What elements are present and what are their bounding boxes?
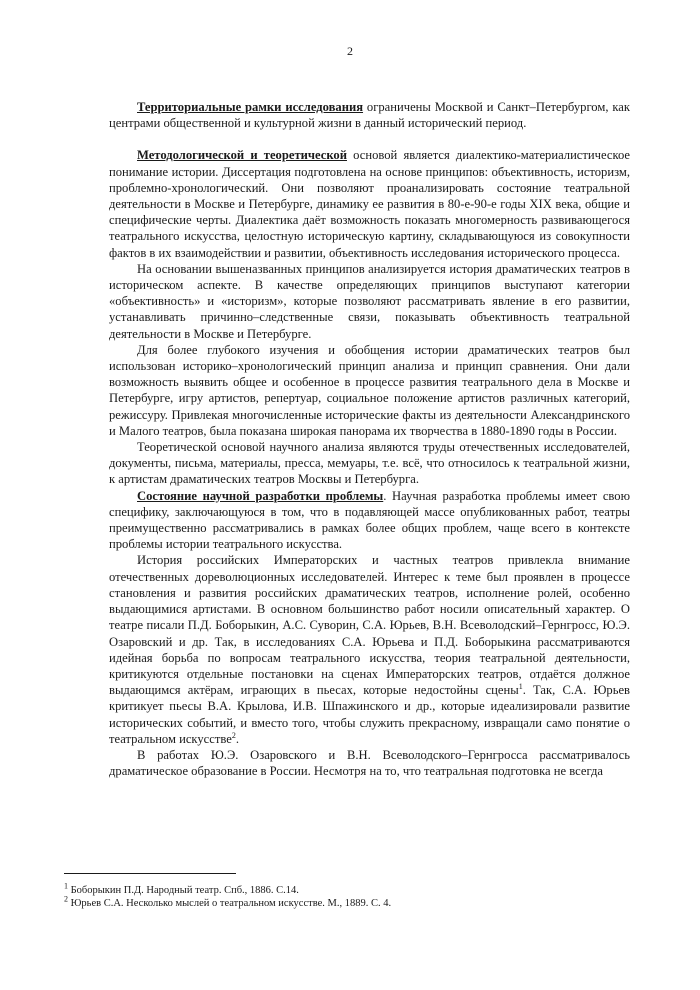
- footnote-number: 2: [64, 894, 68, 904]
- paragraph-text: История российских Императорских и частных театров привлекла внимание отечественных дореволюционных исследователей. Интерес к теме был проявлен в процессе становления и развития российских драматических театров, исполнение ролей, особенно выдающимися артистами. В основном большинство работ носили описательный характер. О театре писали П.Д. Боборыкин, А.С. Суворин, С.А. Юрьев, В.Н. Всеволодский–Гернгросс, Ю.Э. Озаровский и др. Так, в исследованиях С.А. Юрьева и П.Д. Боборыкина рассматриваются идейная борьба по вопросам театрального искусства, теория театральной деятельности, критикуются отдельные постановки на сценах Императорских театров, отдаётся должное выдающимся актёрам, играющих в пьесах, которые недостойны сцены: [109, 553, 630, 698]
- paragraph-state: [109, 488, 630, 553]
- footnote-ref[interactable]: 1: [518, 681, 523, 691]
- main-text: [109, 99, 630, 779]
- heading-territory: Территориальные рамки исследования: [137, 100, 364, 114]
- paragraph-methodology: [109, 147, 630, 260]
- footnotes: [64, 881, 644, 910]
- paragraph-education: В работах Ю.Э. Озаровского и В.Н. Всеволодского–Гернгросса рассматривалось драматическое образование в России. Несмотря на то, что театральная подготовка не всегда: [109, 747, 630, 779]
- page-number: 2: [347, 44, 353, 58]
- footnote-number: 1: [64, 881, 68, 891]
- paragraph-text: . Так, С.А. Юрьев критикует пьесы В.А. Крылова, И.В. Шпажинского и др., которые идеализировали развитие исторических событий, и вместо того, чтобы служить прекрасному, извращали само понятие о театральном искусстве: [109, 683, 630, 746]
- paragraph-text: . Научная разработка проблемы имеет свою специфику, заключающуюся в том, что в подавляющей массе опубликованных работ, театры преимущественно рассматривались в рамках более общих проблем, чаще всего в контексте проблемы истории театрального искусства.: [109, 488, 630, 552]
- paragraph-text: ограничены Москвой и Санкт–Петербургом, как центрами общественной и культурной жизни в данный исторический период.: [109, 100, 630, 131]
- footnote-text: Юрьев С.А. Несколько мыслей о театральном искусстве. М., 1889. С. 4.: [68, 898, 392, 909]
- footnote-divider: [64, 873, 236, 874]
- heading-methodology: Методологической и теоретической: [137, 148, 347, 163]
- footnote-ref[interactable]: 2: [231, 730, 236, 740]
- heading-state: Состояние научной разработки проблемы: [137, 488, 384, 503]
- paragraph-comparison: Для более глубокого изучения и обобщения истории драматических театров был использован историко–хронологический принцип анализа и принцип сравнения. Они дали возможность выявить общее и особенное в процессе развития театрального дела в Москве и Петербурге, игру артистов, репертуар, социальное положение артистов различных категорий, режиссуру. Привлекая многочисленные исторические факты из деятельности Александринского и Малого театров, была показана широкая панорама их творчества в 1880-1890 годы в России.: [109, 342, 630, 438]
- paragraph-principles: На основании вышеназванных принципов анализируется история драматических театров в историческом аспекте. В качестве определяющих принципов выступают категории «объективность» и «историзм», которые позволяют рассматривать явление в его развитии, устанавливать причинно–следственные связи, показывать объективность театральной деятельности в Москве и Петербурге.: [109, 261, 630, 341]
- paragraph-text: основой является диалектико-материалистическое понимание истории. Диссертация подготовлена на основе принципов: объективность, историзм, проблемно-хронологический. Они позволяют проанализировать состояние театральной деятельности в Москве и Петербурге, динамику ее развития в 80-е-90-е годы XIX века, общие и специфические черты. Диалектика даёт возможность показать многомерность развивающегося театрального искусства, целостную историческую картину, складывающуюся из совокупности фактов в их взаимодействии и развитии, объективность исследования исторического процесса.: [109, 148, 630, 260]
- footnote-item: [64, 881, 644, 897]
- footnote-item: [64, 894, 644, 910]
- paragraph-text: .: [235, 731, 239, 746]
- footnote-text: Боборыкин П.Д. Народный театр. Спб., 1886. С.14.: [68, 885, 299, 896]
- paragraph-history: [109, 552, 630, 746]
- paragraph-theory: Теоретической основой научного анализа являются труды отечественных исследователей, документы, письма, материалы, пресса, мемуары, т.е. всё, что относилось к театральной жизни, к артистам драматических театров Москвы и Петербурга.: [109, 440, 630, 487]
- paragraph-territory: [109, 99, 630, 131]
